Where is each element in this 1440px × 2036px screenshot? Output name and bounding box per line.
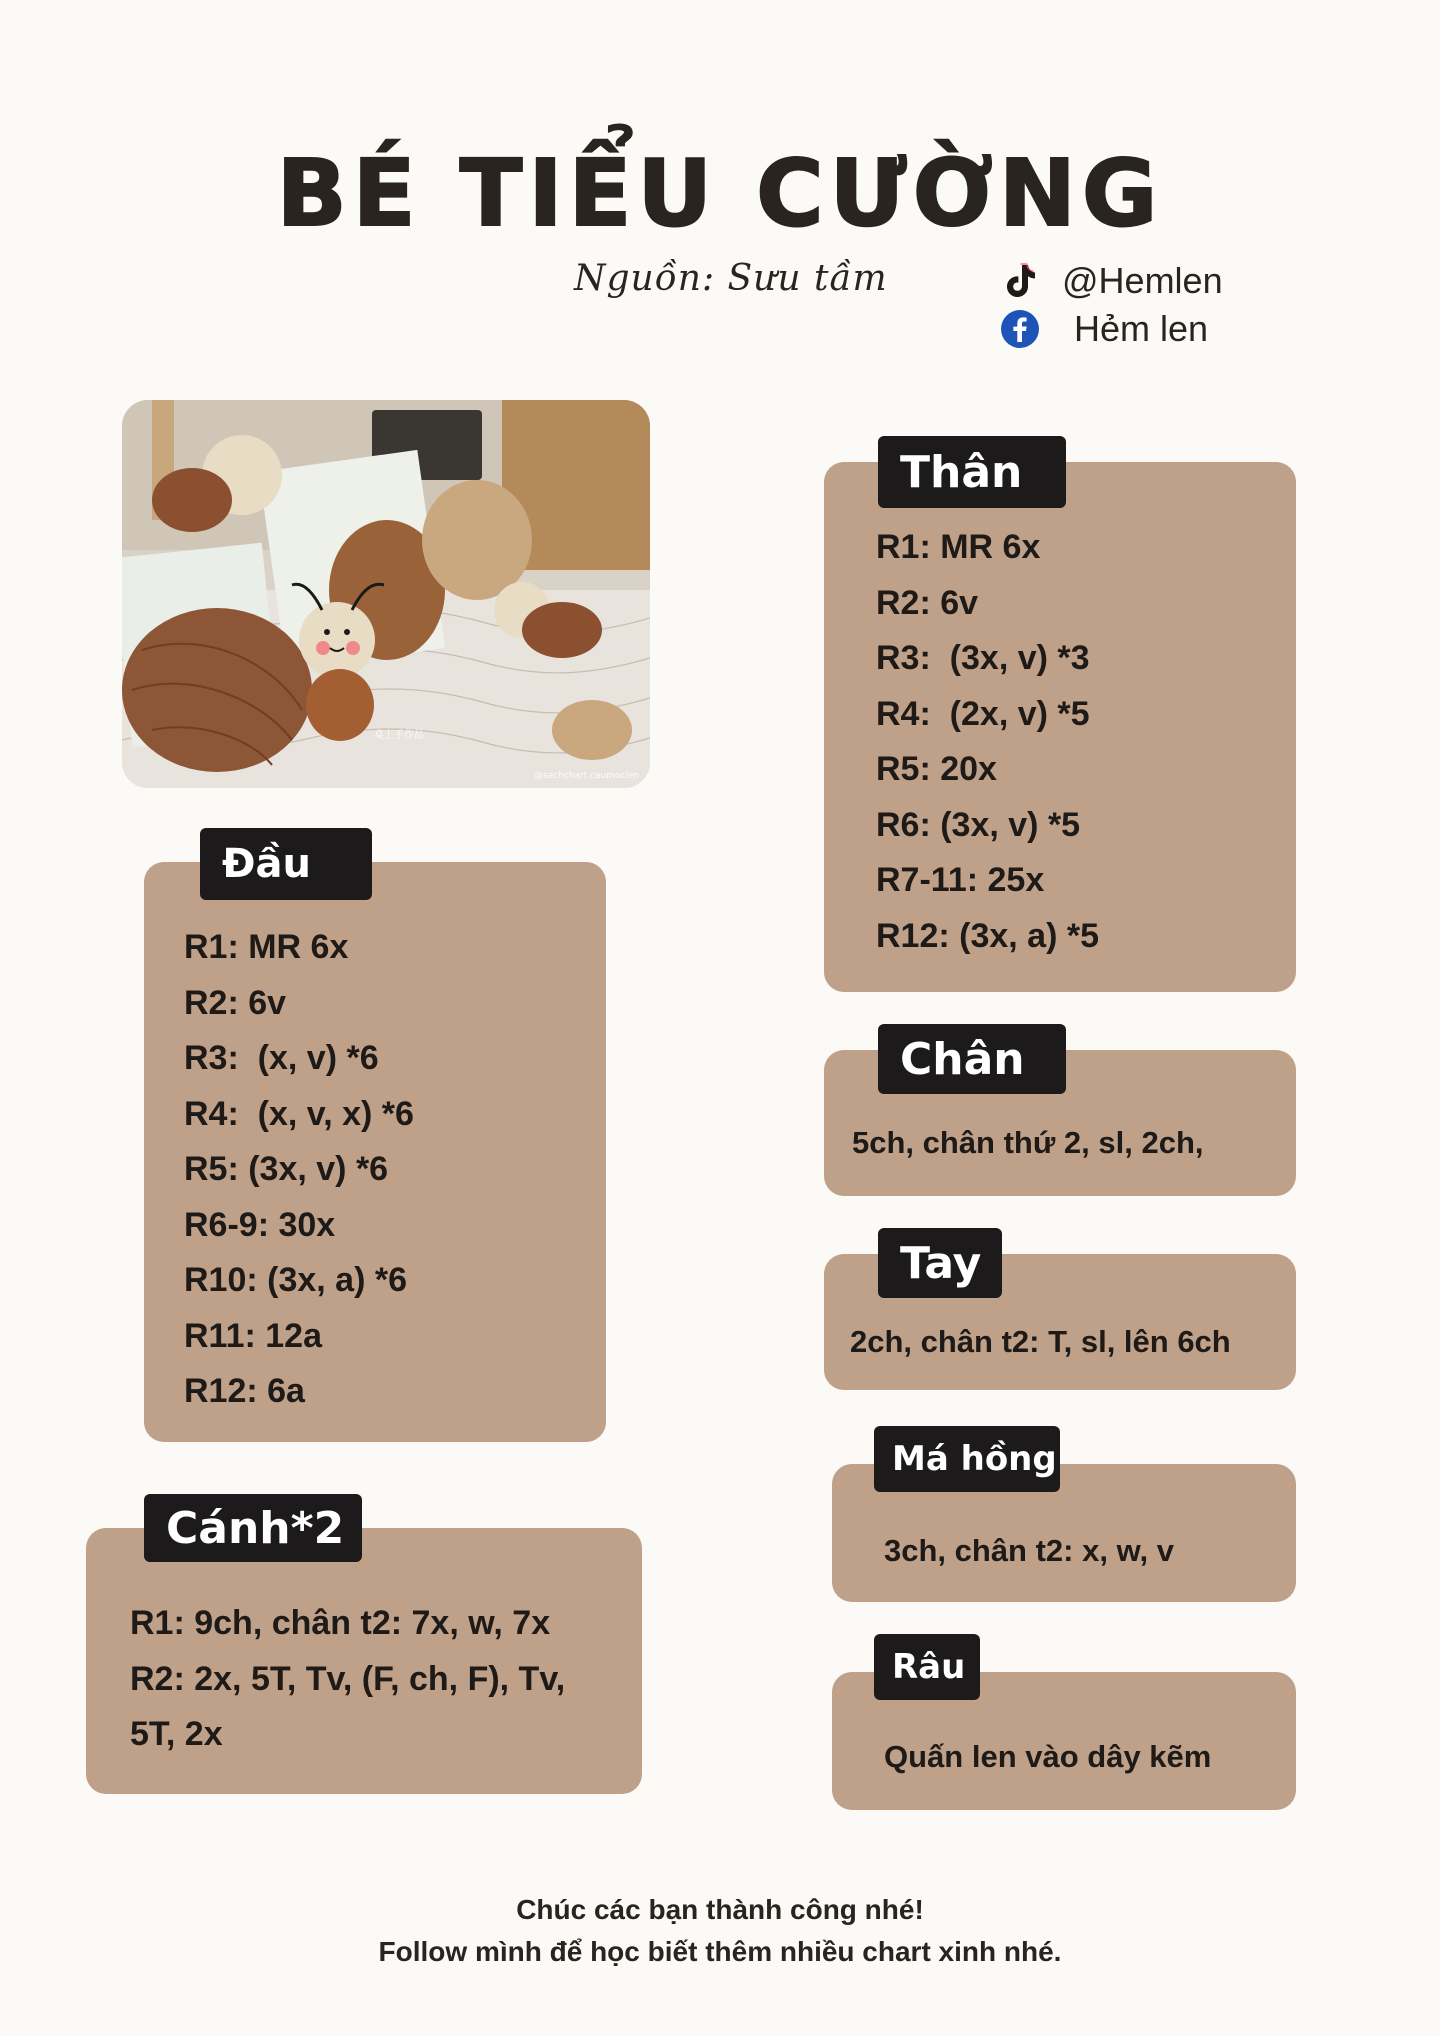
tay-instructions: 2ch, chân t2: T, sl, lên 6ch	[850, 1324, 1231, 1359]
dau-row: R1: MR 6x	[184, 928, 349, 966]
footer-greeting: Chúc các bạn thành công nhé!	[516, 1894, 924, 1925]
than-row: R3: (3x, v) *3	[876, 639, 1090, 677]
source-credit: Nguồn: Sưu tầm	[574, 258, 888, 299]
photo-watermark-text: @sachchart.caumoclen	[534, 771, 640, 781]
section-canh-rows	[130, 1604, 565, 1771]
page-title: BÉ TIỂU CƯỜNG	[276, 140, 1164, 247]
tiktok-icon	[1000, 261, 1040, 301]
footer-follow-note: Follow mình để học biết thêm nhiều chart xinh nhé.	[378, 1936, 1062, 1967]
section-canh-label: Cánh*2	[144, 1494, 362, 1562]
dau-row: R10: (3x, a) *6	[184, 1261, 407, 1299]
section-rau-label: Râu	[874, 1634, 980, 1700]
section-chan-label: Chân	[878, 1024, 1066, 1094]
than-row: R6: (3x, v) *5	[876, 805, 1081, 844]
amigurumi-photo	[122, 400, 650, 788]
canh-row: R2: 2x, 5T, Tv, (F, ch, F), Tv,	[130, 1659, 566, 1698]
chan-instructions: 5ch, chân thứ 2, sl, 2ch,	[852, 1125, 1204, 1160]
section-than-rows	[876, 528, 1099, 972]
canh-row: R1: 9ch, chân t2: 7x, w, 7x	[130, 1604, 551, 1642]
mahong-instructions: 3ch, chân t2: x, w, v	[884, 1533, 1175, 1568]
dau-row: R12: 6a	[184, 1372, 305, 1410]
section-than-label: Thân	[878, 436, 1066, 508]
dau-row: R6-9: 30x	[184, 1205, 336, 1244]
facebook-page-name: Hẻm len	[1074, 308, 1209, 349]
than-row: R12: (3x, a) *5	[876, 916, 1099, 955]
facebook-icon	[1000, 309, 1040, 349]
rau-instructions: Quấn len vào dây kẽm	[884, 1739, 1212, 1774]
section-dau-label: Đầu	[200, 828, 372, 900]
than-row: R2: 6v	[876, 583, 979, 622]
section-dau-rows	[184, 928, 414, 1428]
tiktok-handle: @Hemlen	[1062, 260, 1223, 301]
tiktok-link[interactable]	[1000, 260, 1223, 302]
dau-row: R2: 6v	[184, 983, 287, 1022]
dau-row: R3: (x, v) *6	[184, 1039, 379, 1077]
dau-row: R5: (3x, v) *6	[184, 1150, 389, 1188]
dau-row: R4: (x, v, x) *6	[184, 1094, 414, 1133]
than-row: R1: MR 6x	[876, 528, 1041, 566]
canh-row: 5T, 2x	[130, 1715, 223, 1753]
facebook-link[interactable]	[1000, 308, 1208, 350]
than-row: R7-11: 25x	[876, 861, 1045, 899]
section-mahong-label: Má hồng	[874, 1426, 1060, 1492]
dau-row: R11: 12a	[184, 1316, 322, 1355]
than-row: R5: 20x	[876, 750, 997, 788]
than-row: R4: (2x, v) *5	[876, 694, 1090, 733]
section-tay-label: Tay	[878, 1228, 1002, 1298]
photo-caption-text: 桌上手作品	[374, 730, 424, 741]
